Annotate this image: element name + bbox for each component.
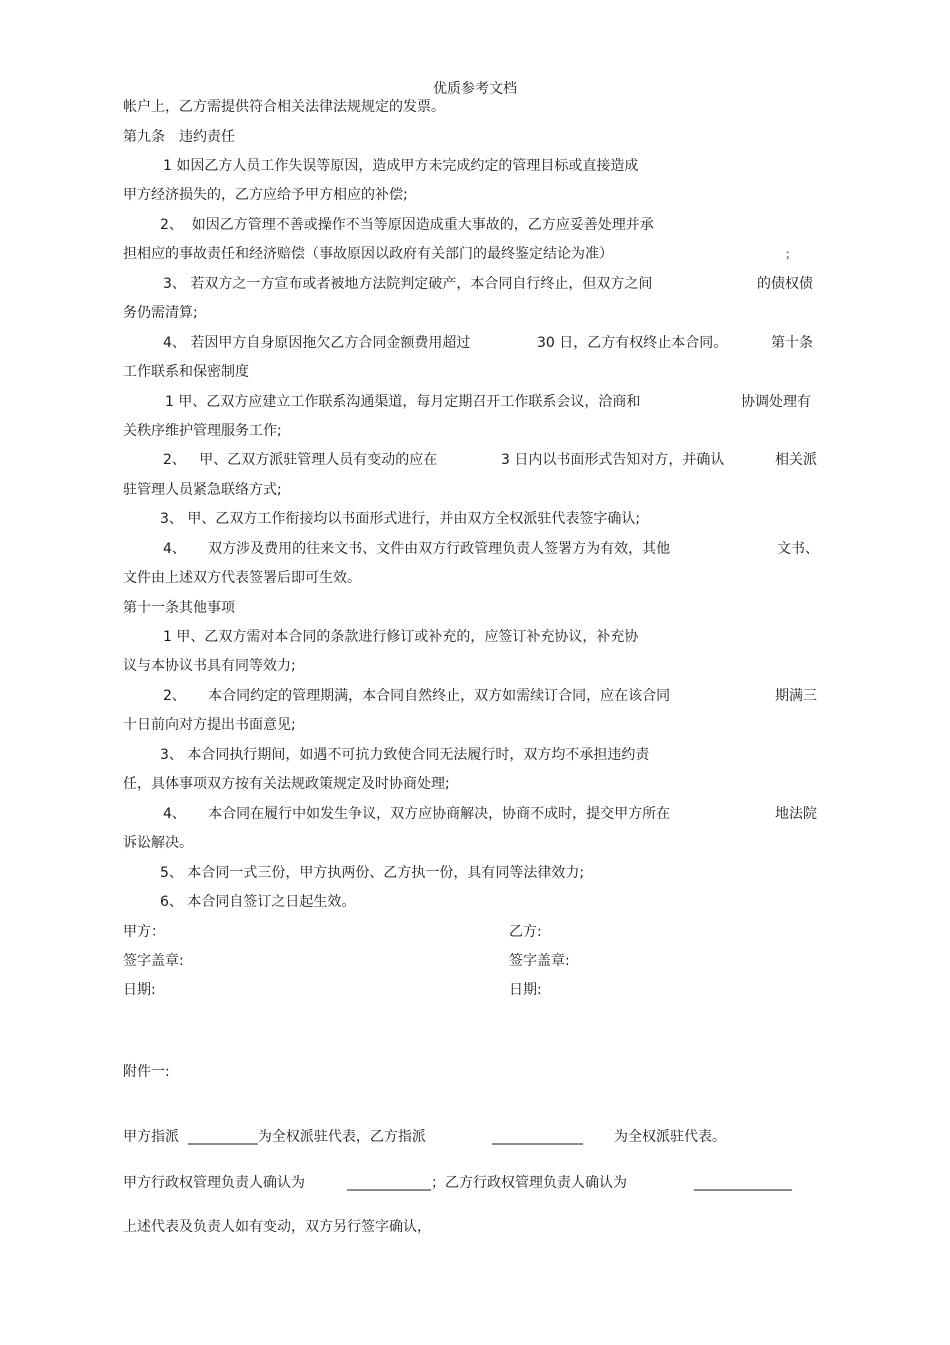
text-line: 议与本协议书具有同等效力;: [123, 658, 296, 674]
party-a-signature-label: 签字盖章:: [123, 953, 184, 969]
text-line: 协调处理有: [741, 394, 811, 410]
text-line: 2、 本合同约定的管理期满，本合同自然终止，双方如需续订合同，应在该合同: [163, 688, 671, 704]
text-line: 上述代表及负责人如有变动，双方另行签字确认，: [123, 1219, 431, 1235]
text-line: 任，具体事项双方按有关法规政策规定及时协商处理;: [123, 776, 450, 792]
text-line: 5、 本合同一式三份，甲方执两份、乙方执一份，具有同等法律效力;: [160, 865, 585, 881]
party-a-date-label: 日期:: [123, 982, 156, 998]
text-line: 3 日内以书面形式告知对方，并确认: [501, 452, 725, 468]
text-line: 3、 甲、乙双方工作衔接均以书面形式进行，并由双方全权派驻代表签字确认;: [160, 511, 641, 527]
text-line: 2、 甲、乙双方派驻管理人员有变动的应在: [163, 452, 438, 468]
party-b-signature-label: 签字盖章:: [509, 953, 570, 969]
text-line: 驻管理人员紧急联络方式;: [123, 482, 282, 498]
text-line: 1 如因乙方人员工作失误等原因，造成甲方未完成约定的管理目标或直接造成: [163, 158, 639, 174]
section-heading: 第十条: [771, 335, 813, 351]
text-line: 为全权派驻代表。: [614, 1129, 726, 1145]
text-line: 关秩序维护管理服务工作;: [123, 423, 282, 439]
text-line: ；: [785, 247, 798, 261]
section-heading: 第十一条其他事项: [123, 600, 235, 616]
text-line: 文件由上述双方代表签署后即可生效。: [123, 570, 361, 586]
text-line: 务仍需清算;: [123, 305, 198, 321]
text-line: 4、 双方涉及费用的往来文书、文件由双方行政管理负责人签署方为有效，其他: [163, 541, 671, 557]
text-line: 6、 本合同自签订之日起生效。: [160, 894, 356, 910]
text-line: 1 甲、乙双方需对本合同的条款进行修订或补充的，应签订补充协议，补充协: [163, 629, 639, 645]
text-line: 帐户上，乙方需提供符合相关法律法规规定的发票。: [123, 99, 445, 115]
text-line: 2、 如因乙方管理不善或操作不当等原因造成重大事故的，乙方应妥善处理并承: [160, 217, 654, 233]
text-line: 30 日，乙方有权终止本合同。: [537, 335, 728, 351]
page-header: 优质参考文档: [433, 81, 517, 97]
text-line: 3、 本合同执行期间，如遇不可抗力致使合同无法履行时，双方均不承担违约责: [160, 747, 650, 763]
text-line: 4、 若因甲方自身原因拖欠乙方合同金额费用超过: [163, 335, 471, 351]
text-line: 文书、: [777, 541, 819, 557]
text-line: 甲方经济损失的，乙方应给予甲方相应的补偿;: [123, 187, 408, 203]
text-line: 地法院: [775, 806, 817, 822]
text-line: 3、 若双方之一方宣布或者被地方法院判定破产，本合同自行终止，但双方之间: [163, 276, 653, 292]
party-b-date-label: 日期:: [509, 982, 542, 998]
text-line: 诉讼解决。: [123, 835, 193, 851]
text-line: 担相应的事故责任和经济赔偿（事故原因以政府有关部门的最终鉴定结论为准）: [123, 246, 613, 262]
party-a-label: 甲方：: [123, 924, 165, 940]
appendix-heading: 附件一:: [123, 1064, 170, 1080]
text-line: 十日前向对方提出书面意见;: [123, 717, 296, 733]
text-line: 1 甲、乙双方应建立工作联系沟通渠道，每月定期召开工作联系会议，洽商和: [165, 394, 641, 410]
text-line: ____________；乙方行政权管理负责人确认为: [347, 1175, 627, 1191]
party-b-label: 乙方:: [509, 924, 542, 940]
text-line: 甲方行政权管理负责人确认为: [123, 1175, 305, 1191]
text-line: 期满三: [775, 688, 817, 704]
section-heading: 工作联系和保密制度: [123, 364, 249, 380]
fill-blank: _____________: [492, 1129, 583, 1145]
section-heading: 第九条 违约责任: [123, 129, 235, 145]
fill-blank: ______________: [694, 1175, 792, 1191]
text-line: 相关派: [775, 452, 817, 468]
text-line: 4、 本合同在履行中如发生争议，双方应协商解决，协商不成时，提交甲方所在: [163, 806, 671, 822]
text-line: 的债权债: [757, 276, 813, 292]
text-line: 甲方指派 __________为全权派驻代表，乙方指派: [123, 1129, 426, 1145]
